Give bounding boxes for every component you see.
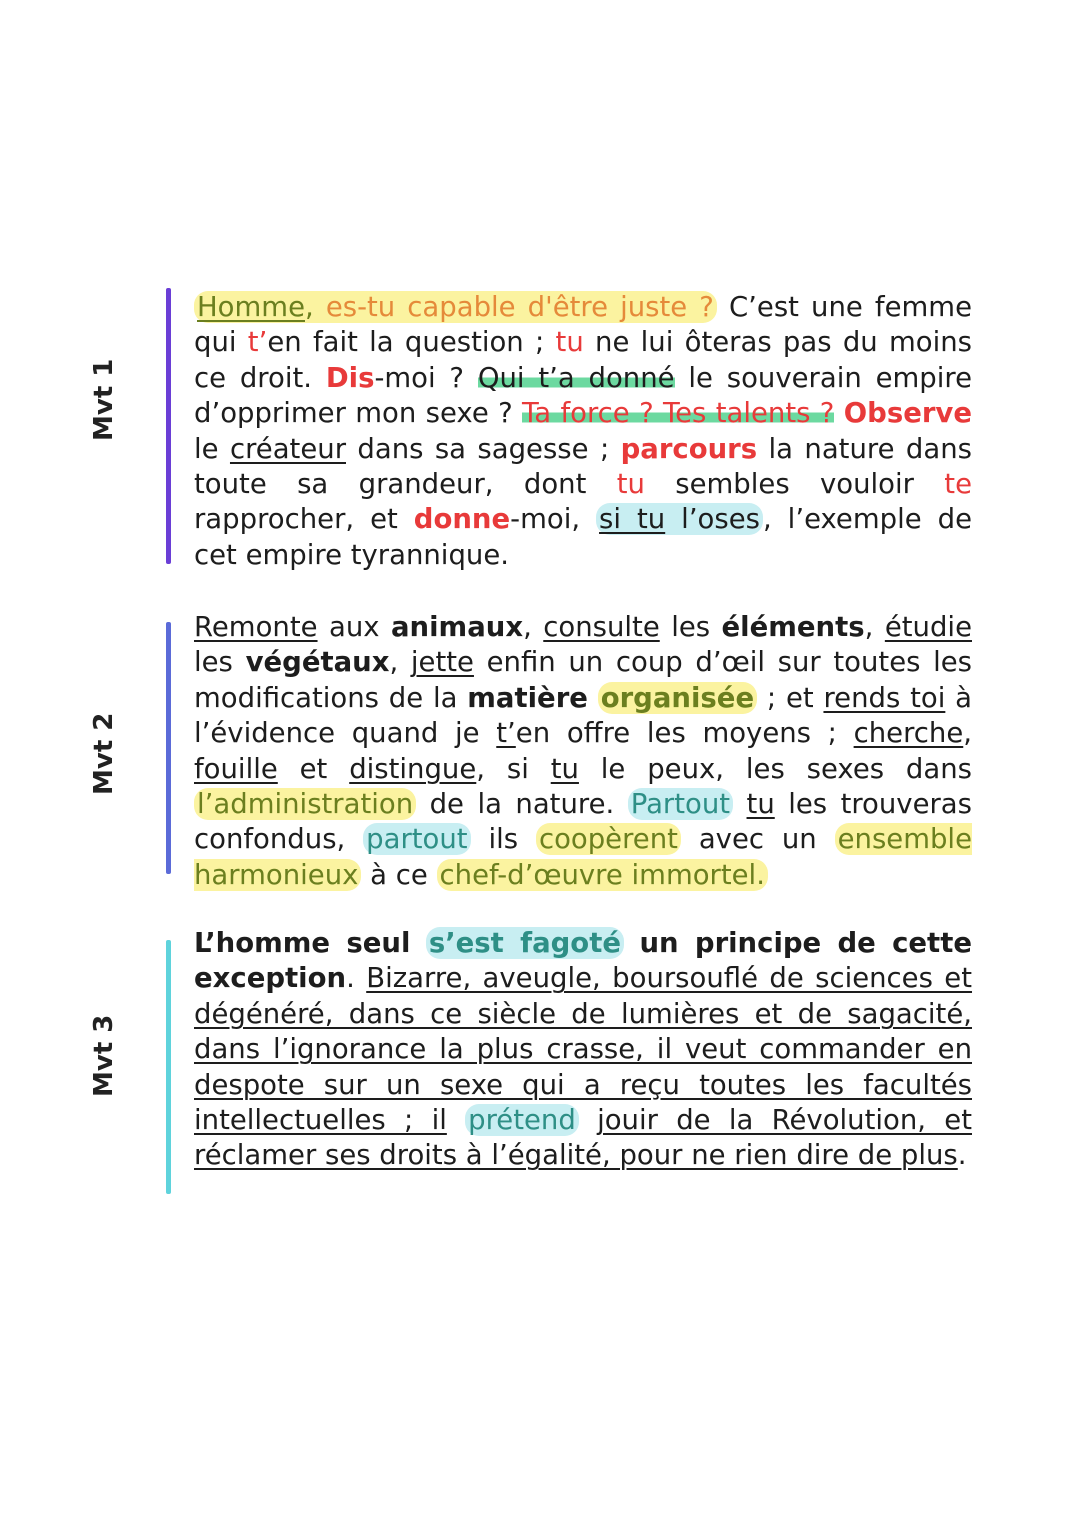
movement-3	[89, 927, 973, 1194]
movement-2-text: Remonte aux animaux, consulte les éléments, étudie les végétaux, jette enfin un coup d’œil sur toutes les modifications de la matière organisée ; et rends toi à l’évidence quand je t’en offre les moyens ; cherche, fouille et distingue, si tu le peux, les sexes dans l’administration de la nature. Partout tu les trouveras confondus, partout ils coopèrent avec un ensemble harmonieux à ce chef-d’œuvre immortel.	[194, 611, 972, 891]
movement-2	[89, 611, 972, 891]
movement-1-label: Mvt 1	[89, 358, 119, 441]
movement-3-label: Mvt 3	[89, 1014, 119, 1097]
movement-3-bar	[166, 940, 171, 1194]
word-homme: Homme	[197, 291, 305, 323]
qui-ta-donne: Qui t’a donné	[477, 361, 675, 394]
ta-force-tes-talents: Ta force ? Tes talents ?	[522, 397, 835, 430]
movement-1-bar	[166, 288, 171, 564]
movement-2-label: Mvt 2	[89, 712, 119, 795]
movement-3-text: L’homme seul s’est fagoté un principe de cette exception. Bizarre, aveugle, boursouflé de sciences et dégénéré, dans ce siècle de lumières et de sagacité, dans l’ignorance la plus crasse, il veut commander en despote sur un sexe qui a reçu toutes les facultés intellectuelles ; il prétend jouir de la Révolution, et réclamer ses droits à l’égalité, pour ne rien dire de plus.	[194, 927, 973, 1172]
movement-1	[89, 288, 972, 571]
movement-1-text: Homme, es-tu capable d'être juste ? C’est une femme qui t’en fait la question ; tu ne lui ôteras pas du moins ce droit. Dis-moi ? Qui t’a donné le souverain empire d’opprimer mon sexe ? Ta force ? Tes talents ? Observe le créateur dans sa sagesse ; parcours la nature dans toute sa grandeur, dont tu sembles vouloir te rapprocher, et donne-moi, si tu l’oses , l’exemple de cet empire tyrannique.	[194, 291, 972, 571]
movement-2-bar	[166, 622, 171, 874]
question-phrase: es-tu capable d'être juste ?	[325, 291, 714, 323]
